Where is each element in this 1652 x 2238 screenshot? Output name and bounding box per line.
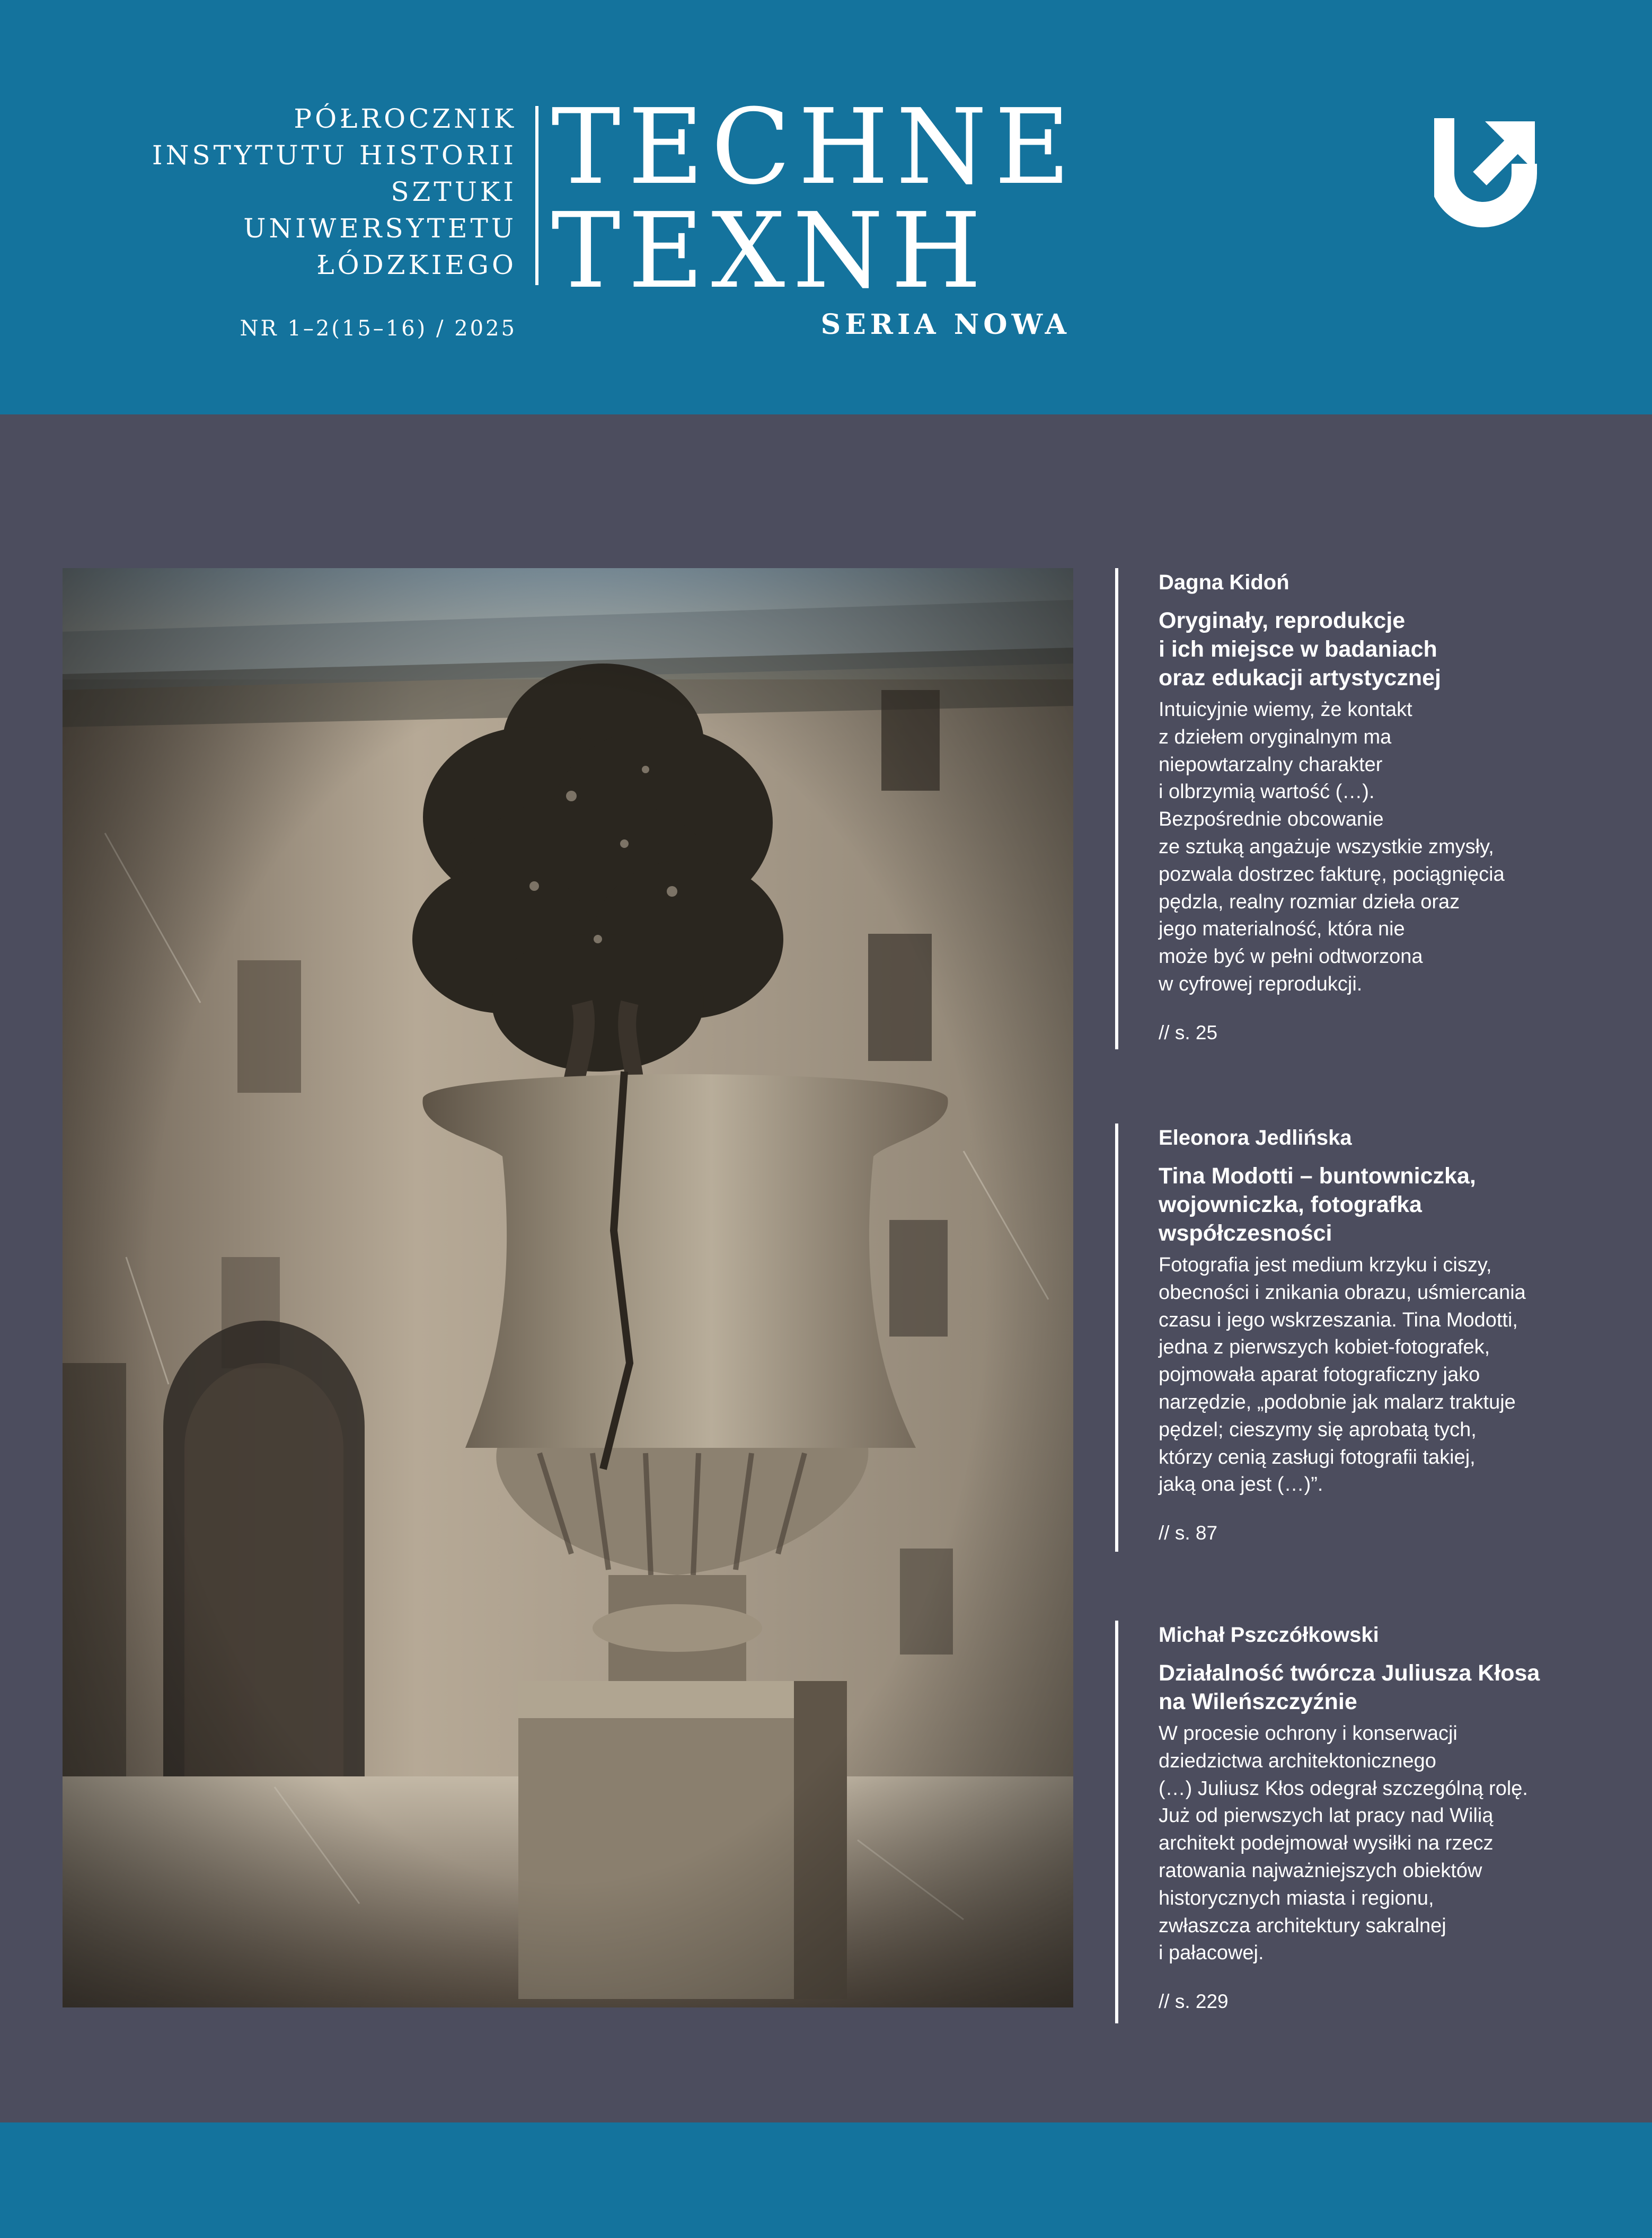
article-page-ref: // s. 25: [1159, 1021, 1218, 1043]
issue-number: NR 1–2(15–16) / 2025: [240, 316, 517, 341]
publisher-line-1: PÓŁROCZNIK: [294, 103, 517, 134]
article-author: Dagna Kidoń: [1159, 571, 1289, 594]
article-3: [1115, 1621, 1651, 2023]
article-title: Oryginały, reprodukcje i ich miejsce w badaniach oraz edukacji artystycznej: [1159, 608, 1441, 691]
article-title: Działalność twórcza Juliusza Kłosa na Wileńszczyźnie: [1159, 1660, 1540, 1714]
publisher-line-3: UNIWERSYTETU ŁÓDZKIEGO: [243, 213, 517, 280]
journal-title-greek: TEXNH: [551, 191, 989, 312]
footer-band: [0, 2122, 1652, 2238]
article-excerpt: Intuicyjnie wiemy, że kontakt z dziełem oryginalnym ma niepowtarzalny charakter i olbrzymią wartość (…). Bezpośrednie obcowanie ze sztuką angażuje wszystkie zmysły, pozwala dostrzec fakturę, pociągnięcia pędzla, realny rozmiar dzieła oraz jego materialność, która nie może być w pełni odtworzona w cyfrowej reprodukcji.: [1159, 698, 1505, 995]
series-label: SERIA NOWA: [820, 308, 1071, 341]
journal-title-latin: TECHNE: [551, 87, 1078, 208]
article-2: [1115, 1124, 1651, 1552]
article-page-ref: // s. 87: [1159, 1522, 1218, 1544]
cover-photo: [63, 568, 1073, 2007]
article-page-ref: // s. 229: [1159, 1991, 1229, 2013]
article-author: Eleonora Jedlińska: [1159, 1126, 1352, 1149]
article-title: Tina Modotti – buntowniczka, wojowniczka, fotografka współczesności: [1159, 1163, 1476, 1246]
university-logo-icon: [1434, 114, 1540, 228]
article-1: [1115, 568, 1651, 1049]
header-divider: [535, 106, 538, 285]
article-excerpt: Fotografia jest medium krzyku i ciszy, obecności i znikania obrazu, uśmiercania czasu i jego wskrzeszania. Tina Modotti, jedna z pierwszych kobiet-fotografek, pojmowała aparat fotograficzny jako narzędzie, „podobnie jak malarz traktuje pędzel; cieszymy się aprobatą tych, którzy cenią zasługi fotografii takiej, jaką ona jest (…)”.: [1159, 1254, 1526, 1496]
publisher-block: [32, 101, 517, 342]
article-excerpt: W procesie ochrony i konserwacji dziedzictwa architektonicznego (…) Juliusz Kłos odegrał szczególną rolę. Już od pierwszych lat pracy nad Wilią architekt podejmował wysiłki na rzecz ratowania najważniejszych obiektów historycznych miasta i regionu, zwłaszcza architektury sakralnej i pałacowej.: [1159, 1722, 1528, 1965]
publisher-line-2: INSTYTUTU HISTORII SZTUKI: [152, 140, 517, 207]
article-author: Michał Pszczółkowski: [1159, 1623, 1379, 1647]
journal-title: [551, 87, 1078, 312]
